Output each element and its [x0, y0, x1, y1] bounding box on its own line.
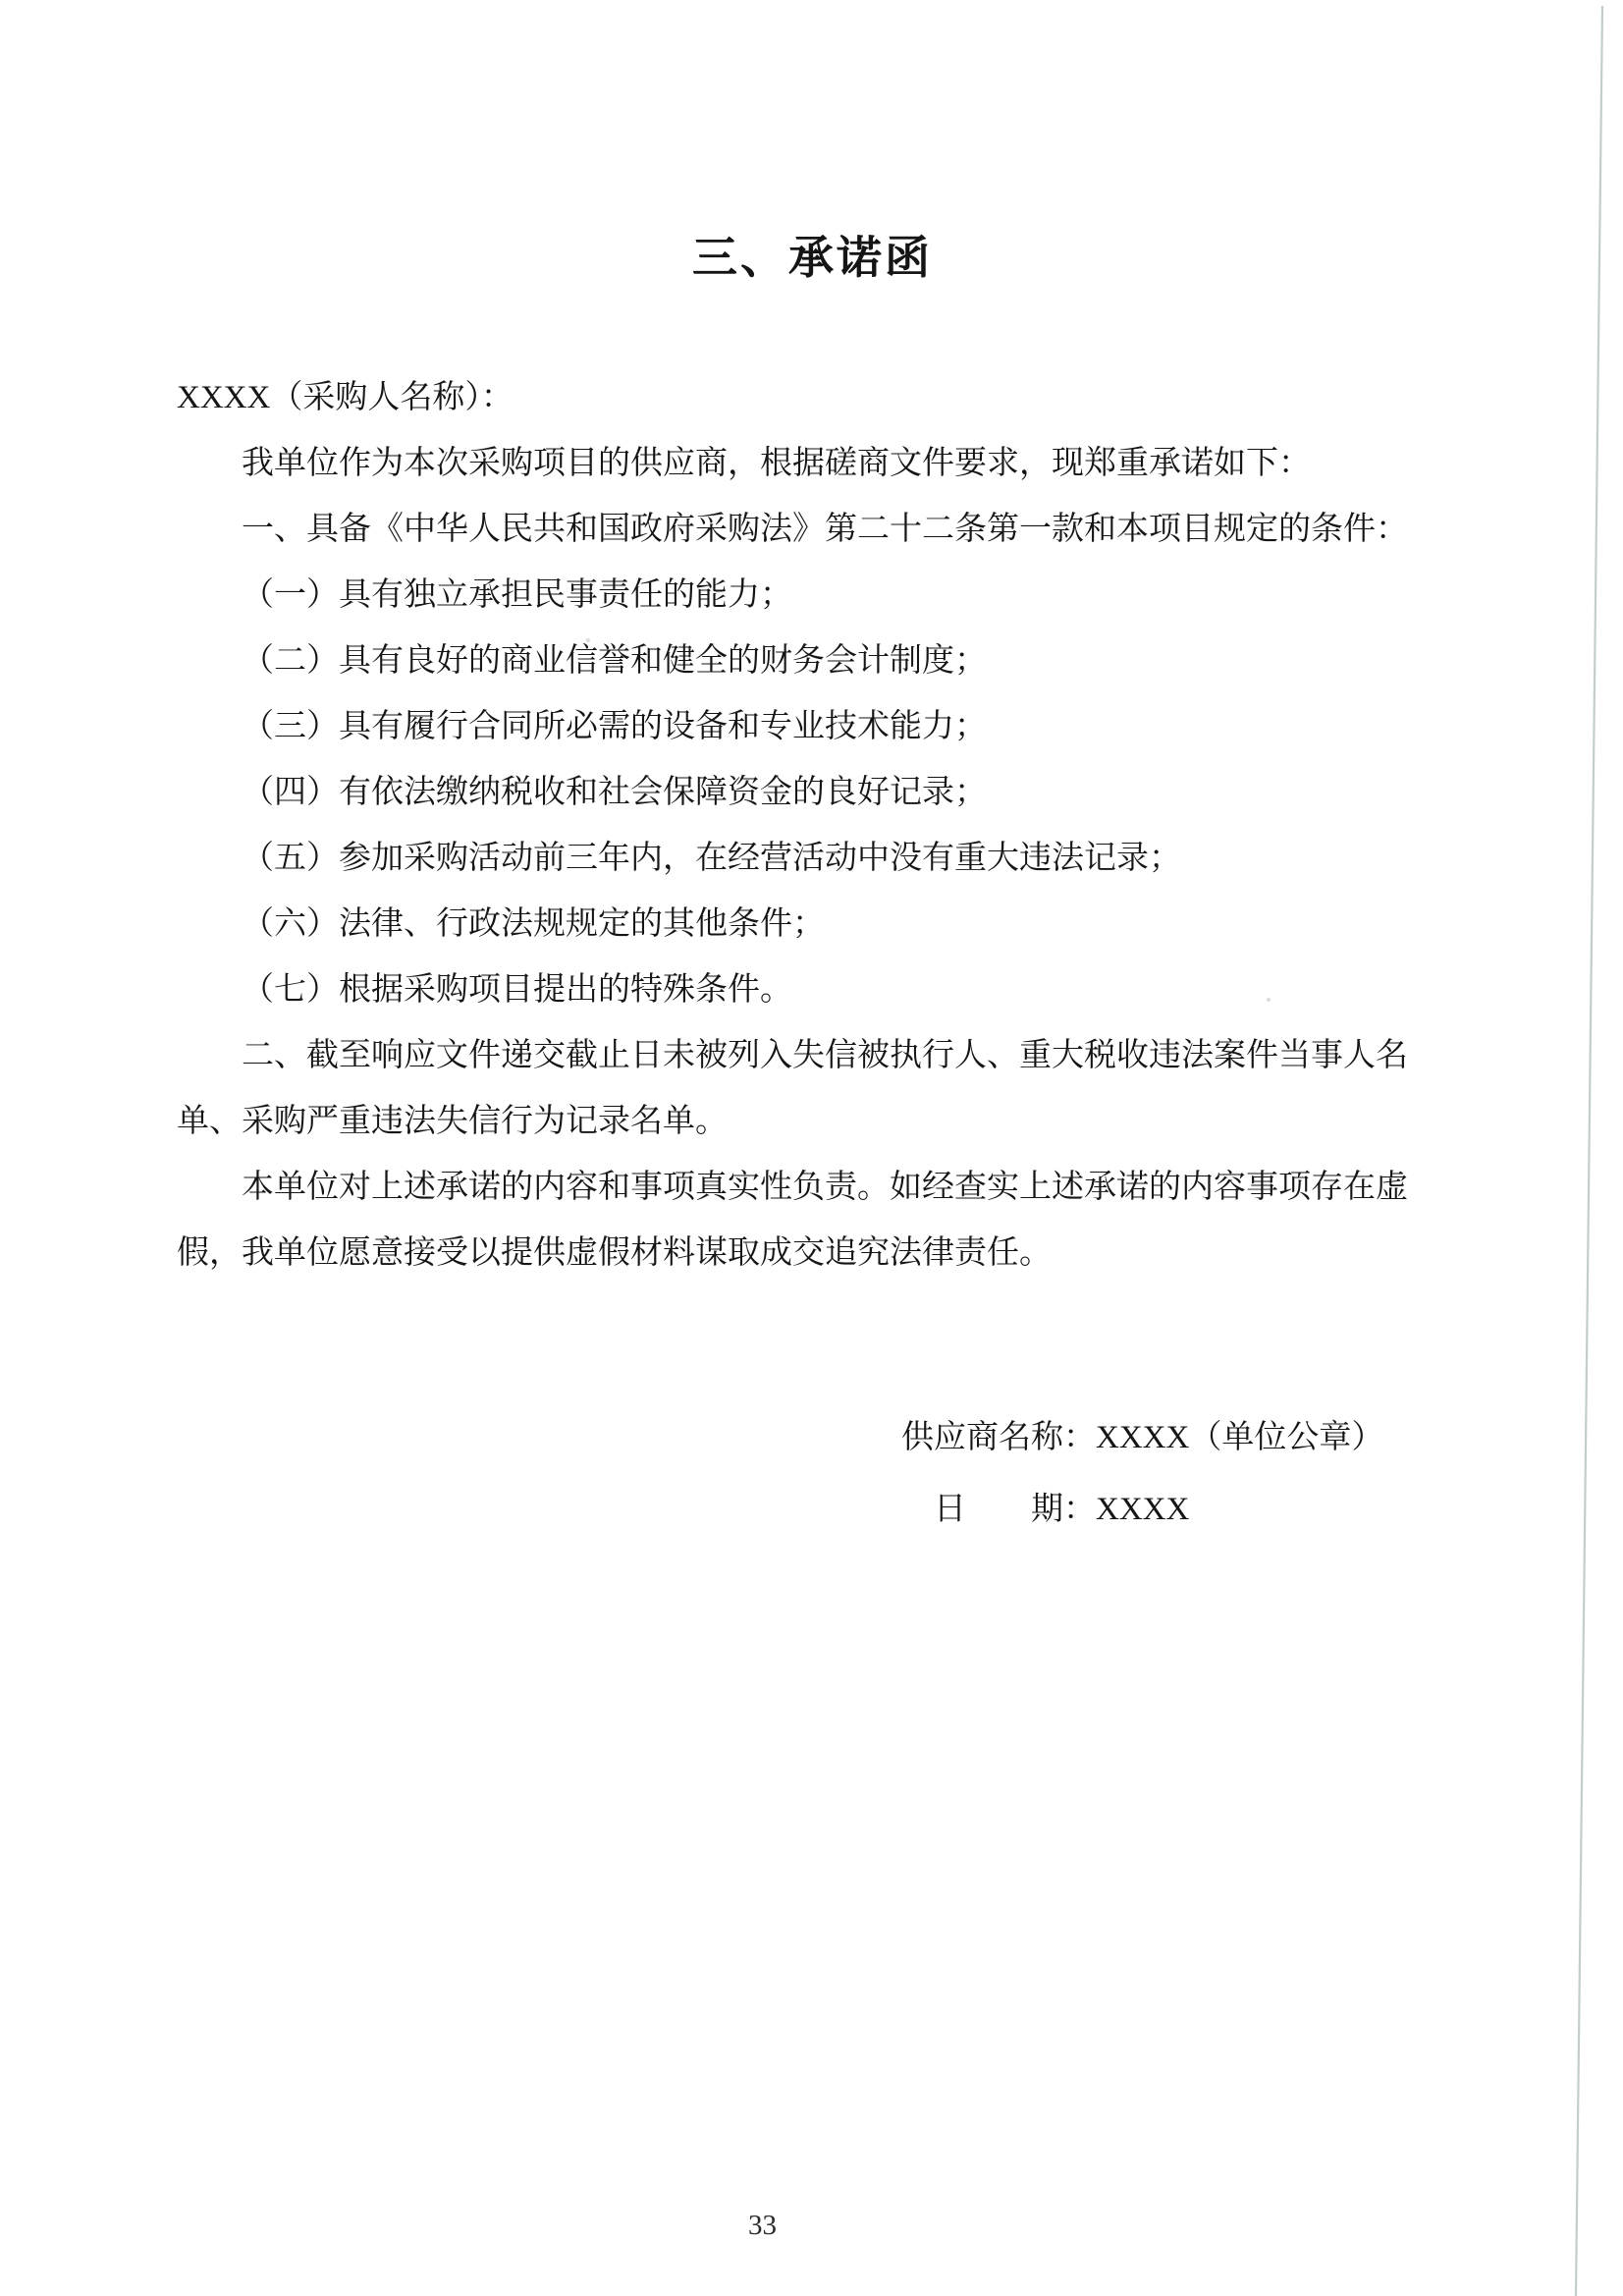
- supplier-name-line: 供应商名称：XXXX（单位公章）: [901, 1420, 1384, 1455]
- salutation-line: XXXX（采购人名称）：: [177, 380, 514, 415]
- scan-artifact-line-stroke: [1576, 6, 1602, 2296]
- document-body: [177, 365, 1448, 1286]
- clause-2-line-1: 二、截至响应文件递交截止日未被列入失信被执行人、重大税收违法案件当事人名: [242, 1038, 1408, 1073]
- clause-1-header: 一、具备《中华人民共和国政府采购法》第二十二条第一款和本项目规定的条件：: [242, 512, 1408, 547]
- page-number: 33: [748, 2210, 777, 2241]
- page-title: 三、承诺函: [692, 233, 933, 283]
- clause-1-item-7: （七）根据采购项目提出的特殊条件。: [242, 972, 792, 1008]
- closing-line-2: 假，我单位愿意接受以提供虚假材料谋取成交追究法律责任。: [177, 1235, 1052, 1271]
- clause-1-item-3: （三）具有履行合同所必需的设备和专业技术能力；: [242, 709, 987, 744]
- clause-1-item-2: （二）具有良好的商业信誉和健全的财务会计制度；: [242, 643, 987, 679]
- clause-1-item-1: （一）具有独立承担民事责任的能力；: [242, 577, 792, 613]
- clause-1-item-6: （六）法律、行政法规规定的其他条件；: [242, 906, 825, 942]
- scan-speck: [1267, 998, 1271, 1002]
- clause-2-line-2: 单、采购严重违法失信行为记录名单。: [177, 1104, 728, 1139]
- signature-block: [901, 1402, 1383, 1546]
- clause-1-item-5: （五）参加采购活动前三年内，在经营活动中没有重大违法记录；: [242, 841, 1181, 876]
- intro-paragraph: 我单位作为本次采购项目的供应商，根据磋商文件要求，现郑重承诺如下：: [242, 446, 1311, 481]
- scan-speck: [586, 638, 590, 642]
- date-line: 日 期：XXXX: [934, 1492, 1190, 1527]
- clause-1-item-4: （四）有依法缴纳税收和社会保障资金的良好记录；: [242, 775, 987, 810]
- closing-line-1: 本单位对上述承诺的内容和事项真实性负责。如经查实上述承诺的内容事项存在虚: [242, 1170, 1408, 1205]
